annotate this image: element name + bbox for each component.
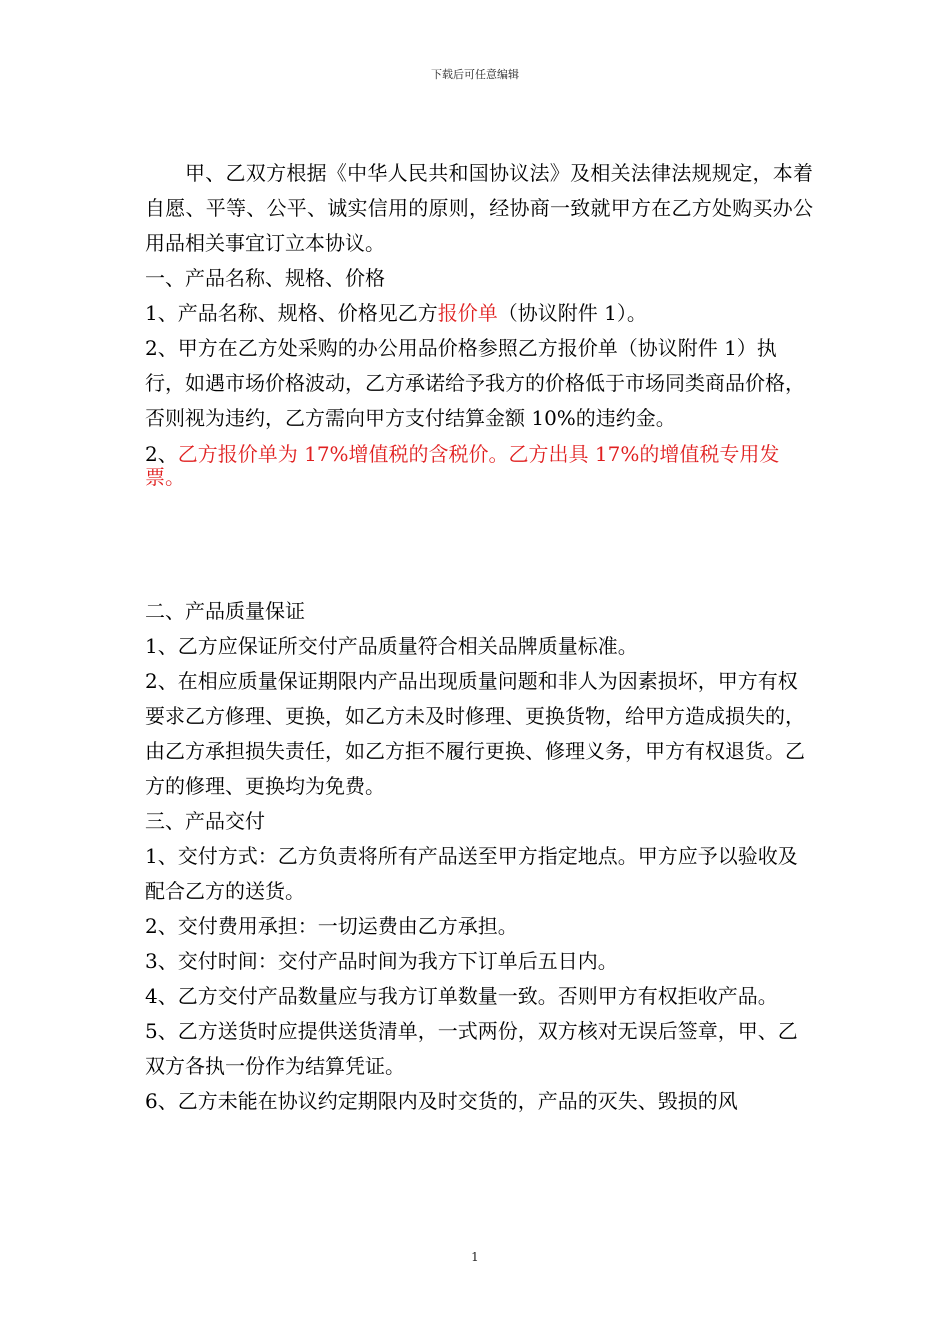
section-2-item-1: 1、乙方应保证所交付产品质量符合相关品牌质量标准。 — [145, 634, 638, 658]
section-1-item-1-suffix: （协议附件 1）。 — [497, 301, 647, 325]
section-3-title: 三、产品交付 — [145, 809, 265, 833]
section-2-item-2: 2、在相应质量保证期限内产品出现质量问题和非人为因素损坏，甲方有权要求乙方修理、更换，如乙方未及时修理、更换货物，给甲方造成损失的，由乙方承担损失责任，如乙方拒不履行更换、修理义务，甲方有权退货。乙方的修理、更换均为免费。 — [145, 669, 805, 798]
section-1-item-3-number: 2、 — [145, 442, 178, 466]
section-3-item-3: 3、交付时间：交付产品时间为我方下订单后五日内。 — [145, 949, 618, 973]
page-number: 1 — [471, 1250, 479, 1264]
section-1-item-3 — [145, 443, 813, 489]
section-3-item-5: 5、乙方送货时应提供送货清单，一式两份，双方核对无误后签章，甲、乙双方各执一份作为结算凭证。 — [145, 1019, 798, 1078]
section-1-item-2: 2、甲方在乙方处采购的办公用品价格参照乙方报价单（协议附件 1）执行，如遇市场价格波动，乙方承诺给予我方的价格低于市场同类商品价格，否则视为违约，乙方需向甲方支付结算金额 10%的违约金。 — [145, 336, 805, 430]
section-1-title: 一、产品名称、规格、价格 — [145, 266, 385, 290]
section-1-item-1 — [145, 296, 813, 331]
section-2-title: 二、产品质量保证 — [145, 599, 305, 623]
section-3-item-2: 2、交付费用承担：一切运费由乙方承担。 — [145, 914, 518, 938]
page-header-note: 下载后可任意编辑 — [431, 68, 519, 81]
section-3-item-1: 1、交付方式：乙方负责将所有产品送至甲方指定地点。甲方应予以验收及配合乙方的送货。 — [145, 844, 798, 903]
document-body — [145, 156, 813, 1119]
blank-spacer — [145, 489, 813, 594]
section-3-item-4: 4、乙方交付产品数量应与我方订单数量一致。否则甲方有权拒收产品。 — [145, 984, 778, 1008]
section-3-item-6: 6、乙方未能在协议约定期限内及时交货的，产品的灭失、毁损的风 — [145, 1089, 738, 1113]
tax-invoice-highlight: 乙方报价单为 17%增值税的含税价。乙方出具 17%的增值税专用发票。 — [145, 442, 780, 489]
quote-sheet-highlight: 报价单 — [437, 301, 498, 325]
section-1-item-1-text: 1、产品名称、规格、价格见乙方 — [145, 301, 438, 325]
intro-paragraph: 甲、乙双方根据《中华人民共和国协议法》及相关法律法规规定，本着自愿、平等、公平、诚实信用的原则，经协商一致就甲方在乙方处购买办公用品相关事宜订立本协议。 — [145, 161, 813, 255]
